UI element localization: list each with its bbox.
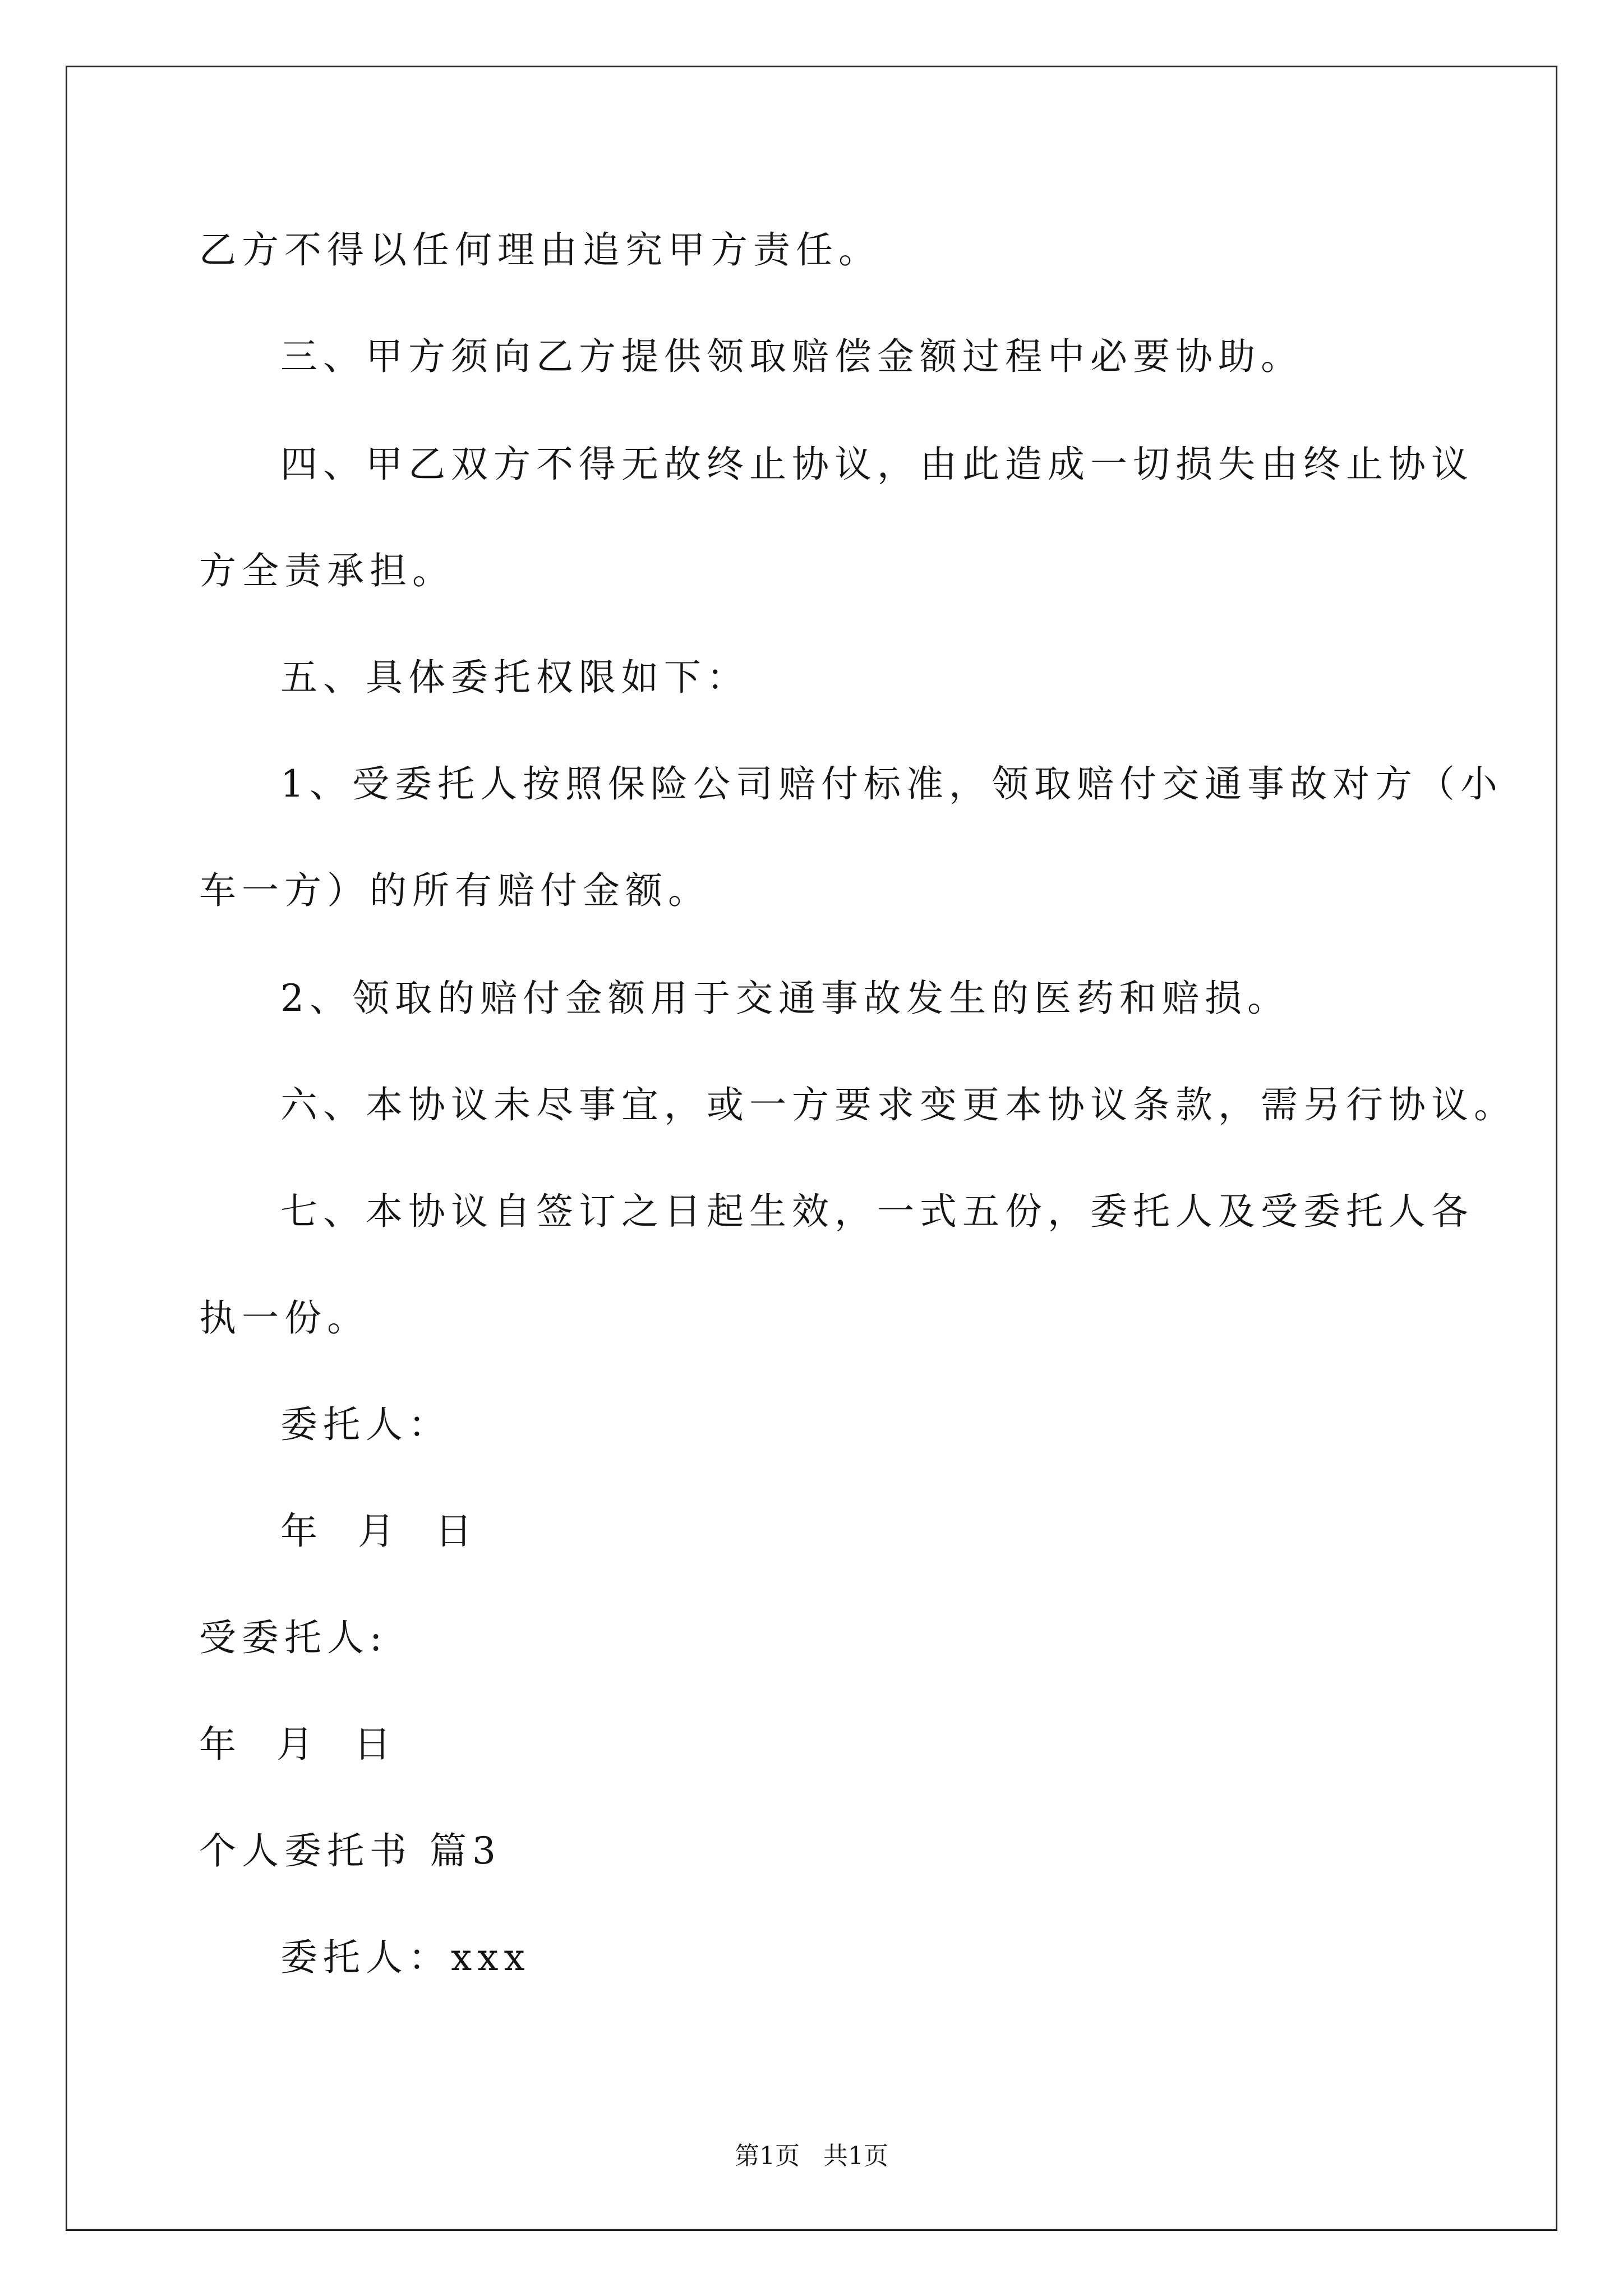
paragraph-clause-four-cont: 方全责承担。 [199, 549, 455, 592]
page-number: 第1页 共1页 [735, 2142, 888, 2170]
section-heading: 个人委托书 篇3 [199, 1829, 501, 1872]
paragraph-clause-four: 四、甲乙双方不得无故终止协议，由此造成一切损失由终止协议 [280, 443, 1474, 486]
paragraph-liability: 乙方不得以任何理由追究甲方责任。 [199, 228, 881, 272]
agent-date: 年 月 日 [199, 1723, 396, 1766]
paragraph-clause-six: 六、本协议未尽事宜，或一方要求变更本协议条款，需另行协议。 [280, 1083, 1516, 1126]
paragraph-item-one: 1、受委托人按照保险公司赔付标准，领取赔付交通事故对方（小 [280, 762, 1503, 806]
principal-label: 委托人： [280, 1403, 451, 1446]
page-border [66, 66, 1557, 2231]
paragraph-clause-three: 三、甲方须向乙方提供领取赔偿金额过程中必要协助。 [280, 335, 1303, 378]
principal-date: 年 月 日 [280, 1510, 478, 1553]
paragraph-clause-seven-cont: 执一份。 [199, 1296, 370, 1340]
paragraph-item-one-cont: 车一方）的所有赔付金额。 [199, 869, 711, 912]
agent-label: 受委托人: [199, 1616, 388, 1659]
principal-name: 委托人：xxx [280, 1936, 531, 1979]
paragraph-item-two: 2、领取的赔付金额用于交通事故发生的医药和赔损。 [280, 977, 1290, 1020]
paragraph-clause-seven: 七、本协议自签订之日起生效，一式五份，委托人及受委托人各 [280, 1190, 1474, 1233]
paragraph-clause-five: 五、具体委托权限如下： [280, 656, 749, 699]
